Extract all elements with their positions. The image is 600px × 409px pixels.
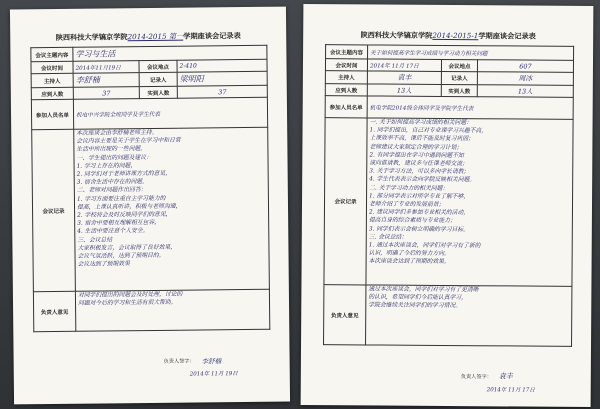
right-expected-value: 13人 [367,84,441,97]
right-participants-value: 机电学院2014级全体同学及学院学生代表 [367,96,573,119]
right-note-line: 本次座谈会达到了预期的效果。 [368,258,450,266]
right-sheet-title [303,30,593,42]
left-theme-value: 学习与生活 [73,45,267,61]
left-participants-value: 机电中兴学院全班同学及学生代表 [73,97,267,129]
right-recorder-label: 记录人 [441,71,477,84]
left-expected-value: 37 [73,87,139,100]
right-title-semester: 2014-2015-1 [432,30,479,41]
right-note-line: 1. 同学们提出，自己对专业课学习兴趣不高， [369,127,488,135]
right-note-line: 1. 部分同学表示对所学专业了解不够， [369,193,470,200]
left-sheet-title [10,31,286,44]
right-note-line: 上课效率不高，课后不能及时复习巩固； [369,135,474,143]
left-summary-label: 负责人意见 [33,291,75,331]
left-title-prefix: 陕西科技大学镐京学院 [55,32,128,42]
left-host-value: 李舒楠 [73,73,139,88]
left-summary-text [75,289,269,331]
left-meeting-record-sheet [10,7,290,405]
right-note-line: 4. 学生代表表示会向学院反映相关问题。 [369,176,476,184]
right-sign-label: 负责人签字： [460,374,492,381]
right-summary-line: 的认识，希望同学们今后能认真学习， [368,294,467,302]
right-note-line: 提高自身的综合素质与专业能力； [368,217,456,225]
right-row-notes [324,118,573,287]
right-summary-text [366,285,572,346]
right-participants-label: 参加人员名单 [325,96,367,118]
left-note-line: 会议达到了预期效果 [77,261,130,269]
left-note-line: 会议气氛活跃，达到了预期目的。 [77,252,165,260]
right-place-value: 607 [477,60,573,73]
left-note-line: 1. 学习上存在的问题， [76,162,137,170]
left-place-label: 会议地点 [139,60,177,72]
right-actual-value: 13人 [477,85,573,98]
right-title-prefix: 陕西科技大学镐京学院 [360,30,433,40]
left-meeting-notes [74,127,270,291]
right-note-line: 2. 有同学提出在学习中遇到问题不知 [369,152,464,159]
right-row-summary [324,285,572,347]
right-note-line: 老师介绍了专业的发展前景； [368,201,445,209]
left-theme-label: 会议主题内容 [31,47,73,61]
right-note-line: 2. 建议同学们多参加专业相关的活动， [368,209,470,217]
right-time-label: 会议时间 [325,59,367,71]
right-note-line: 一. 关于如何提高学习成绩的相关问题： [369,119,472,127]
right-expected-label: 应到人数 [325,84,367,96]
right-note-line: 三. 会议总结： [368,234,408,241]
right-meeting-record-sheet [301,4,594,407]
left-recorder-value: 梁明阳 [177,71,267,86]
right-theme-value: 关于如何提高学生学习成绩与学习动力相关问题 [368,45,574,60]
left-place-value: 2-410 [177,59,267,72]
left-note-line: 大家积极发言，会议取得了良好效果， [77,244,177,252]
left-sign-label: 负责人签字： [163,358,195,365]
right-title-suffix: 学期座谈会记录表 [478,31,536,41]
left-note-line: 二、老师对问题作出回答： [76,187,147,195]
right-host-label: 主持人 [325,71,367,84]
left-expected-label: 应到人数 [31,87,73,99]
right-note-line: 1. 通过本次座谈会，同学们对学习有了新的 [368,242,481,250]
left-record-table [30,45,270,332]
left-sign-name: 李舒楠 [201,357,222,366]
left-actual-label: 实到人数 [139,86,177,98]
left-note-line: 一、学生提出的问题及建议： [76,154,152,162]
right-note-line: 3. 关于学习方法，可以多向学长请教； [369,168,470,176]
left-note-line: 本次座谈会由李舒楠老师主持。 [76,129,158,137]
right-meeting-notes [366,118,573,286]
left-row-notes [32,127,270,291]
right-sign-date: 2014年 11月 17日 [486,387,535,394]
right-place-label: 会议地点 [441,59,477,71]
right-recorder-value: 周冰 [477,72,573,86]
left-participants-label: 参加人员名单 [31,99,73,129]
right-row-participants [325,96,573,120]
left-note-line: 会议内容主要是关于学生在学习中和日常 [76,137,181,145]
right-actual-label: 实到人数 [441,84,477,96]
right-time-value: 2014年 11月 17日 [367,59,441,72]
left-row-summary [33,289,269,331]
left-note-line: 4. 生活中要注意个人安全。 [77,228,149,236]
right-summary-label: 负责人意见 [324,285,366,345]
left-title-suffix: 学期座谈会记录表 [183,31,241,41]
right-note-line: 3. 同学们表示会树立明确的学习目标。 [368,226,469,233]
left-sign-date: 2014年 11月 19日 [189,371,238,378]
right-theme-label: 会议主题内容 [326,45,368,59]
right-summary-line: 学院会继续关注同学们的学习情况。 [368,302,462,310]
right-note-line: 老师建议大家制定合理的学习计划； [369,144,463,151]
left-note-line: 1. 学习方面要注重自主学习能力的 [76,195,166,203]
right-summary-line: 通过本次座谈会，同学们对学习有了更清晰 [368,286,479,294]
left-note-line: 三、会议总结 [77,237,113,244]
left-summary-line: 对同学们提出的问题会及时处理，讨论的 [77,291,183,299]
right-host-value: 袁丰 [367,71,441,85]
left-record-label: 会议记录 [32,129,76,291]
left-host-label: 主持人 [31,73,73,87]
right-record-table [323,44,574,347]
left-summary-line: 问题对今后的学习和生活有很大帮助。 [77,299,177,307]
left-row-participants [31,97,267,129]
left-recorder-label: 记录人 [139,72,177,86]
left-note-line: 2. 学校将会及时反映同学们的意见， [77,211,172,219]
left-title-semester: 2014-2015 第一 [127,31,184,42]
left-time-value: 2014年11月19日 [73,61,139,74]
left-note-line: 2. 同学们对于老师讲课方式的意见， [76,170,172,178]
left-note-line: 3. 宿舍生活中存在的问题。 [76,179,148,186]
left-note-line: 生活中所出现的一些问题。 [76,146,147,154]
right-sign-name: 袁丰 [498,372,513,381]
left-time-label: 会议时间 [31,61,73,73]
right-record-label: 会议记录 [324,118,367,285]
right-note-line: 认识，明确了今后的努力方向。 [368,250,450,258]
left-note-line: 3. 宿舍中要相互理解相互包容， [77,220,160,227]
left-note-line: 提高，上课认真听讲，积极与老师沟通， [76,203,182,211]
right-note-line: 该向谁请教，建议多与任课老师交流； [369,160,468,168]
right-note-line: 二. 关于学习动力的相关问题： [369,185,449,192]
left-actual-value: 37 [177,85,267,98]
